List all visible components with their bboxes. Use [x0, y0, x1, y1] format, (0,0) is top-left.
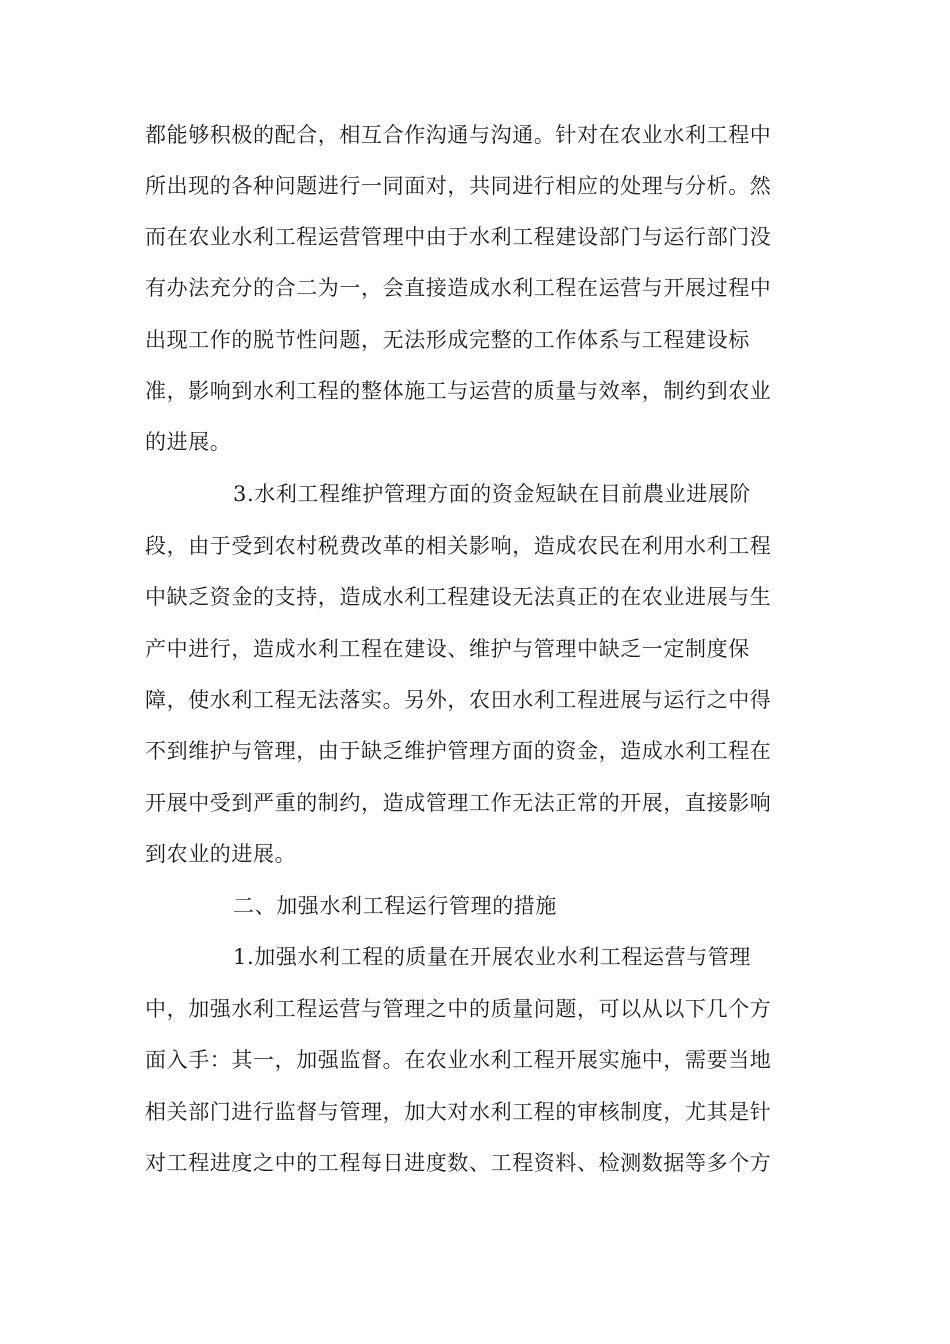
body-text-line: 段，由于受到农村税费改革的相关影响，造成农民在利用水利工程	[145, 534, 772, 558]
body-text-line: 相关部门进行监督与管理，加大对水利工程的审核制度，尤其是针	[145, 1100, 772, 1124]
body-text-line: 而在农业水利工程运营管理中由于水利工程建设部门与运行部门没	[145, 225, 772, 249]
body-text-line: 到农业的进展。	[145, 842, 297, 866]
body-text-line: 中，加强水利工程运营与管理之中的质量问题，可以从以下几个方	[145, 997, 772, 1021]
body-text-line: 不到维护与管理，由于缺乏维护管理方面的资金，造成水利工程在	[145, 739, 772, 763]
subsection-heading-1: 1.加强水利工程的质量在开展农业水利工程运营与管理	[233, 945, 752, 969]
body-text-line: 出现工作的脱节性问题，无法形成完整的工作体系与工程建设标	[145, 328, 750, 352]
body-text-line: 准，影响到水利工程的整体施工与运营的质量与效率，制约到农业	[145, 379, 772, 403]
body-text-line: 所出现的各种问题进行一同面对，共同进行相应的处理与分析。然	[145, 174, 772, 198]
body-text-line: 开展中受到严重的制约，造成管理工作无法正常的开展，直接影响	[145, 791, 772, 815]
body-text-line: 的进展。	[145, 430, 232, 454]
section-heading-measures: 二、加强水利工程运行管理的措施	[233, 894, 557, 918]
body-text-line: 中缺乏资金的支持，造成水利工程建设无法真正的在农业进展与生	[145, 585, 772, 609]
body-text-line: 产中进行，造成水利工程在建设、维护与管理中缺乏一定制度保	[145, 637, 750, 661]
body-text-line: 面入手：其一，加强监督。在农业水利工程开展实施中，需要当地	[145, 1048, 772, 1072]
body-text-line: 有办法充分的合二为一，会直接造成水利工程在运营与开展过程中	[145, 276, 772, 300]
body-text-line: 障，使水利工程无法落实。另外，农田水利工程进展与运行之中得	[145, 688, 772, 712]
body-text-line: 对工程进度之中的工程每日进度数、工程资料、检测数据等多个方	[145, 1151, 772, 1175]
body-text-line: 都能够积极的配合，相互合作沟通与沟通。针对在农业水利工程中	[145, 123, 772, 147]
section-heading-3: 3.水利工程维护管理方面的资金短缺在目前農业进展阶	[233, 482, 752, 506]
